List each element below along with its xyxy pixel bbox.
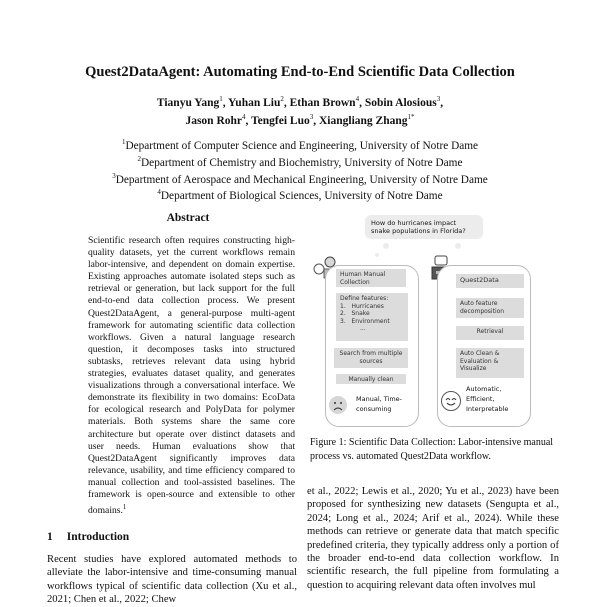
- intro-paragraph-right: et al., 2022; Lewis et al., 2020; Yu et al., 2023) have been proposed for synthesizing new datasets (Sengupta et al., 2024; Long et al., 2024; Arif et al., 2024). While these methods can retrieve or generate data that match specific predefined criteria, they typically address only a portion of the broader end-to-end data collection workflow. In scientific research, the full pipeline from formulating a question to acquiring relevant data often involves mul: [307, 486, 559, 591]
- author: Jason Rohr$^4$: [185, 112, 246, 127]
- author: Xiangliang Zhang$^{1*}$: [319, 112, 415, 127]
- auto-clean-box: Auto Clean & Evaluation & Visualize: [456, 348, 524, 378]
- quest2data-panel: [437, 265, 531, 427]
- search-sources-box: Search from multiple sources: [334, 348, 408, 368]
- auto-decomposition-box: Auto feature decomposition: [456, 298, 524, 318]
- footnote-marker: 1: [122, 503, 127, 512]
- manual-outcome: Manual, Time-consuming: [356, 395, 403, 413]
- quest2data-panel-title: Quest2Data: [456, 274, 524, 288]
- author-line-1: Tianyu Yang$^1$, Yuhan Liu$^2$, Ethan Brown$^4$, Sobin Alosious$^3$,: [156, 95, 444, 109]
- define-features-box: Define features: 1. Hurricanes 2. Snake 3. Environment ...: [336, 293, 408, 341]
- figure-caption: Figure 1: Scientific Data Collection: Labor-intensive manual process vs. automated Quest2Data workflow.: [310, 437, 554, 462]
- manual-collection-panel: [325, 265, 419, 427]
- affiliation: $^4$Department of Biological Sciences, University of Notre Dame: [157, 188, 443, 203]
- section-heading: 1 Introduction: [47, 531, 130, 543]
- author-line-2: Jason Rohr$^4$, Tengfei Luo$^3$, Xiangliang Zhang$^{1*}$: [185, 112, 415, 127]
- author: Tianyu Yang$^1$: [156, 95, 223, 109]
- intro-paragraph-left: Recent studies have explored automated methods to alleviate the labor-intensive and time-consuming manual workflows typical of scientific data collection (Xu et al., 2021; Chen et al., 2022; Chew: [47, 554, 297, 606]
- thought-dot: [455, 243, 461, 249]
- thought-dot: [383, 243, 389, 249]
- author: Ethan Brown$^4$: [289, 95, 360, 109]
- author: Sobin Alosious$^3$: [364, 95, 441, 109]
- author-list: [0, 92, 600, 128]
- question-bubble: How do hurricanes impact snake populations in Florida?: [365, 215, 483, 239]
- happy-face-icon: [441, 391, 461, 411]
- abstract-body: Scientific research often requires constructing high-quality datasets, yet the current workflows remain labor-intensive, and dependent on domain expertise. Existing approaches automate isolated steps such as retrieval or generation, but lack support for the full end-to-end data collection process. We present Quest2DataAgent, a general-purpose multi-agent framework for automating scientific data collection workflows. Given a natural language research question, it decomposes tasks into structured subtasks, retrieves relevant data using hybrid strategies, evaluates dataset quality, and generates visualizations through a conversational interface. We demonstrate its flexibility in two domains: EcoData for ecological research and PolyData for polymer materials. Both systems share the same core architecture but operate over distinct datasets and user needs. Human evaluations show that Quest2DataAgent significantly improves data relevance, usability, and time efficiency compared to manual collection and tool-assisted baselines. The framework is open-source and extensible to other domains.$^1$: [88, 235, 295, 517]
- author: Tengfei Luo$^3$: [251, 112, 314, 127]
- affiliation: $^2$Department of Chemistry and Biochemistry, University of Notre Dame: [137, 154, 463, 169]
- sad-face-icon: [329, 396, 347, 414]
- thought-dot: [375, 253, 379, 257]
- author: Yuhan Liu$^2$: [228, 95, 284, 109]
- figure-1: [305, 205, 545, 433]
- affiliation: $^1$Department of Computer Science and Engineering, University of Notre Dame: [121, 138, 479, 152]
- abstract-heading: Abstract: [166, 212, 210, 224]
- quest2data-outcome: Automatic, Efficient, Interpretable: [466, 385, 509, 413]
- manual-panel-title: Human Manual Collection: [336, 269, 406, 287]
- manual-clean-box: Manually clean: [336, 374, 406, 384]
- affiliation: $^3$Department of Aerospace and Mechanical Engineering, University of Notre Dame: [112, 171, 488, 186]
- retrieval-box: Retrieval: [456, 326, 524, 340]
- paper-title: Quest2DataAgent: Automating End-to-End Scientific Data Collection: [85, 64, 515, 80]
- affiliations: [0, 136, 600, 203]
